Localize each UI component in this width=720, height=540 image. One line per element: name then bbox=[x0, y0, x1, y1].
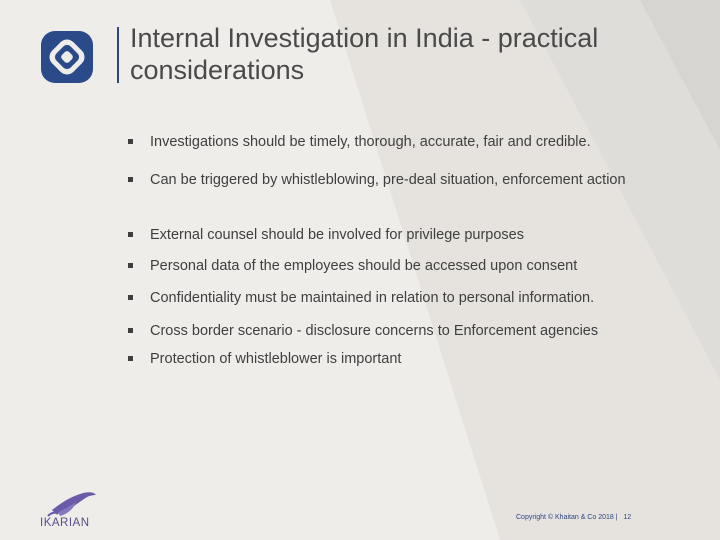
bullet-marker-icon bbox=[128, 177, 133, 182]
company-logo-icon bbox=[38, 28, 96, 86]
bullet-marker-icon bbox=[128, 356, 133, 361]
list-item: Confidentiality must be maintained in relation to personal information. bbox=[128, 287, 660, 309]
bullet-marker-icon bbox=[128, 232, 133, 237]
bullet-marker-icon bbox=[128, 263, 133, 268]
list-item: Protection of whistleblower is important bbox=[128, 348, 660, 370]
list-item: Investigations should be timely, thorough, accurate, fair and credible. bbox=[128, 131, 660, 153]
bullet-marker-icon bbox=[128, 139, 133, 144]
list-item: External counsel should be involved for privilege purposes bbox=[128, 224, 660, 246]
list-item: Can be triggered by whistleblowing, pre-deal situation, enforcement action bbox=[128, 169, 660, 191]
list-item: Cross border scenario - disclosure concerns to Enforcement agencies bbox=[128, 320, 660, 342]
brand-name: IKARIAN bbox=[40, 517, 90, 529]
page-title: Internal Investigation in India - practical considerations bbox=[130, 23, 599, 85]
bullet-marker-icon bbox=[128, 328, 133, 333]
bullet-marker-icon bbox=[128, 295, 133, 300]
title-divider bbox=[117, 27, 119, 83]
footer-copyright: Copyright © Khaitan & Co 2018 | 12 bbox=[516, 514, 632, 521]
list-item: Personal data of the employees should be accessed upon consent bbox=[128, 255, 660, 277]
